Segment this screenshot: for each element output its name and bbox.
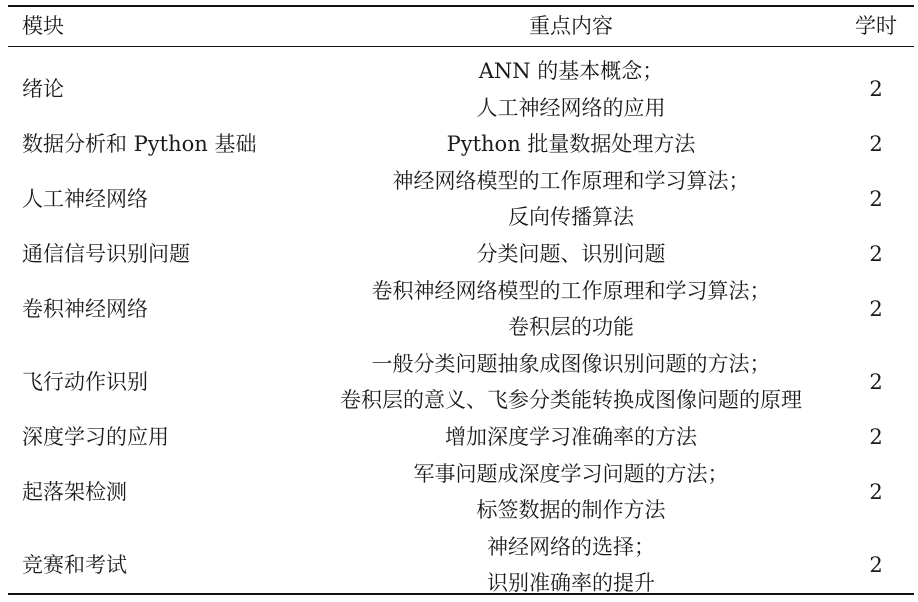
hours-cell: 2: [869, 132, 883, 157]
content-line: 人工神经网络的应用: [476, 95, 666, 120]
header-content: 重点内容: [529, 14, 613, 38]
hours-cell: 2: [869, 77, 883, 102]
content-line: 卷积层的意义、飞参分类能转换成图像问题的原理: [340, 388, 802, 413]
content-line: ANN 的基本概念；: [478, 59, 664, 83]
content-cell: [304, 163, 838, 236]
hours-cell: 2: [869, 241, 883, 266]
content-cell: [304, 126, 838, 163]
table-row: [8, 529, 914, 602]
module-cell: 通信信号识别问题: [22, 241, 190, 266]
table-row: [8, 346, 914, 419]
hours-cell: 2: [869, 479, 883, 504]
module-cell: 卷积神经网络: [22, 296, 148, 321]
content-cell: [304, 236, 838, 273]
hours-cell: 2: [869, 296, 883, 321]
content-line: 标签数据的制作方法: [476, 498, 666, 523]
hours-cell: 2: [869, 424, 883, 449]
content-cell: [304, 419, 838, 456]
content-line: 军事问题成深度学习问题的方法；: [413, 461, 729, 486]
header-hours: 学时: [855, 14, 897, 38]
content-line: 一般分类问题抽象成图像识别问题的方法；: [371, 351, 771, 376]
content-cell: [304, 46, 838, 126]
hours-cell: 2: [869, 553, 883, 578]
hours-cell: 2: [869, 187, 883, 212]
header-module: 模块: [22, 14, 64, 38]
table-row: [8, 126, 914, 163]
content-cell: [304, 273, 838, 346]
module-cell: 数据分析和 Python 基础: [22, 132, 257, 157]
table-header-row: [8, 7, 914, 46]
content-line: 增加深度学习准确率的方法: [445, 424, 697, 449]
module-cell: 深度学习的应用: [22, 424, 169, 449]
content-cell: [304, 346, 838, 419]
module-cell: 人工神经网络: [22, 187, 148, 212]
module-cell: 竞赛和考试: [22, 553, 127, 578]
module-cell: 飞行动作识别: [22, 370, 148, 395]
content-line: 神经网络模型的工作原理和学习算法；: [392, 168, 750, 193]
table-row: [8, 236, 914, 273]
course-table: [8, 7, 914, 602]
hours-cell: 2: [869, 370, 883, 395]
table-row: [8, 273, 914, 346]
table-row: [8, 163, 914, 236]
content-line: 卷积神经网络模型的工作原理和学习算法；: [371, 278, 771, 303]
content-line: 卷积层的功能: [508, 315, 634, 340]
content-line: Python 批量数据处理方法: [446, 132, 696, 157]
content-cell: [304, 456, 838, 529]
table-row: [8, 46, 914, 126]
content-line: 神经网络的选择；: [487, 534, 655, 559]
table-row: [8, 456, 914, 529]
table-row: [8, 419, 914, 456]
content-line: 反向传播算法: [508, 205, 634, 230]
content-line: 识别准确率的提升: [487, 571, 655, 596]
content-line: 分类问题、识别问题: [476, 241, 666, 266]
module-cell: 起落架检测: [22, 479, 127, 504]
module-cell: 绪论: [22, 77, 64, 102]
content-cell: [304, 529, 838, 602]
